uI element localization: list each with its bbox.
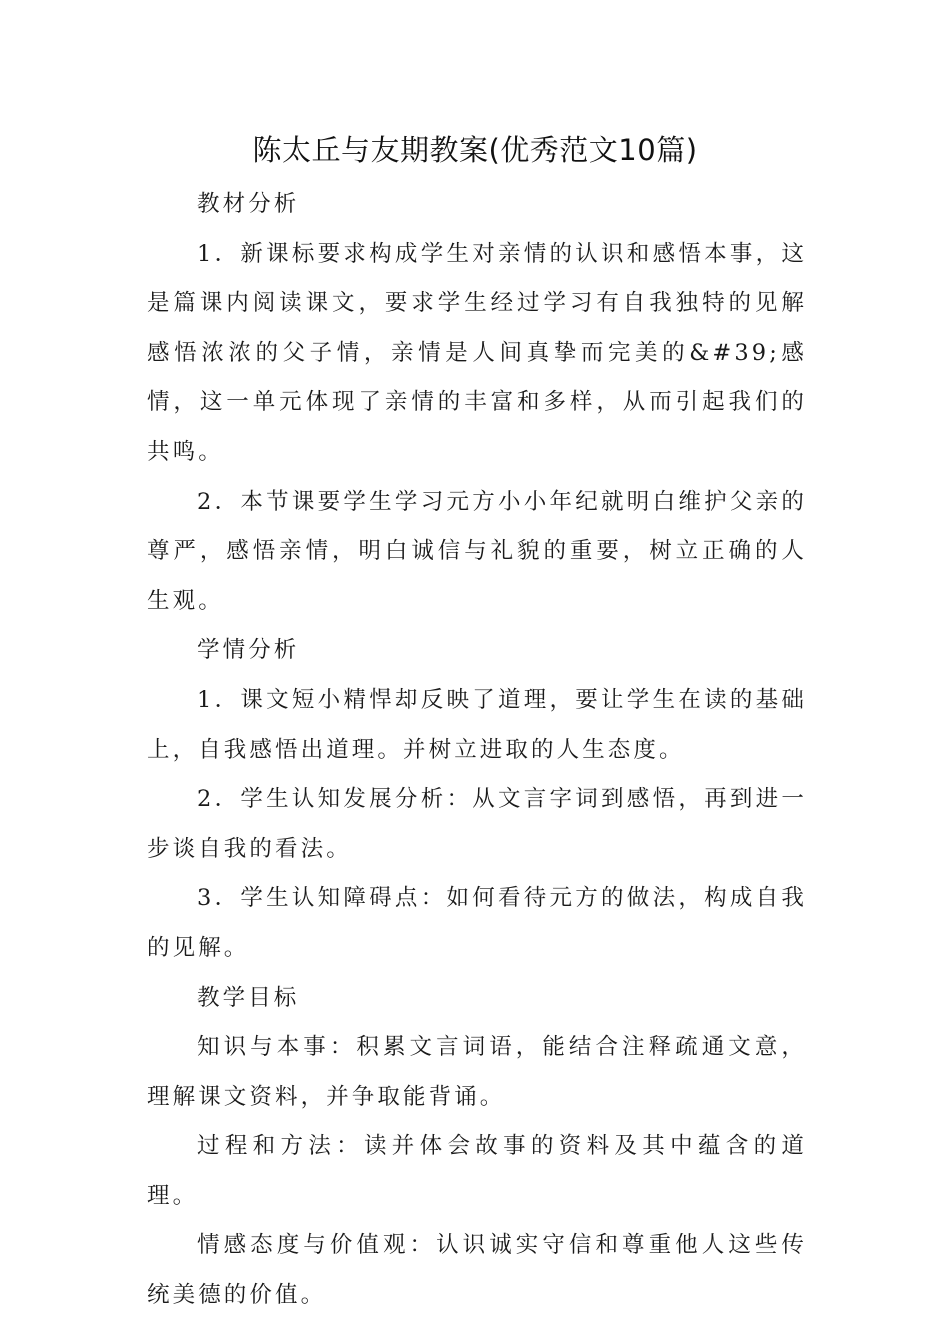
body-paragraph: 2．本节课要学生学习元方小小年纪就明白维护父亲的尊严，感悟亲情，明白诚信与礼貌的重要，树立正确的人生观。 — [147, 488, 807, 614]
body-paragraph: 1．课文短小精悍却反映了道理，要让学生在读的基础上，自我感悟出道理。并树立进取的人生态度。 — [147, 686, 807, 763]
body-paragraph: 知识与本事：积累文言词语，能结合注释疏通文意，理解课文资料，并争取能背诵。 — [147, 1034, 807, 1110]
body-paragraph: 2．学生认知发展分析：从文言字词到感悟，再到进一步谈自我的看法。 — [147, 786, 807, 862]
document-body — [147, 180, 807, 1321]
body-paragraph: 情感态度与价值观：认识诚实守信和尊重他人这些传统美德的价值。 — [147, 1232, 807, 1309]
document-title: 陈太丘与友期教案(优秀范文10篇) — [252, 133, 698, 167]
body-paragraph: 3．学生认知障碍点：如何看待元方的做法，构成自我的见解。 — [147, 885, 807, 961]
section-heading-teaching-goals: 教学目标 — [197, 984, 300, 1011]
section-heading-material-analysis: 教材分析 — [197, 191, 300, 217]
body-paragraph: 过程和方法：读并体会故事的资料及其中蕴含的道理。 — [147, 1133, 807, 1209]
body-paragraph: 1．新课标要求构成学生对亲情的认识和感悟本事，这是篇课内阅读课文，要求学生经过学习有自我独特的见解感悟浓浓的父子情，亲情是人间真挚而完美的&#39;感情，这一单元体现了亲情的丰富和多样，从而引起我们的共鸣。 — [147, 240, 807, 465]
section-heading-learner-analysis: 学情分析 — [197, 637, 300, 664]
